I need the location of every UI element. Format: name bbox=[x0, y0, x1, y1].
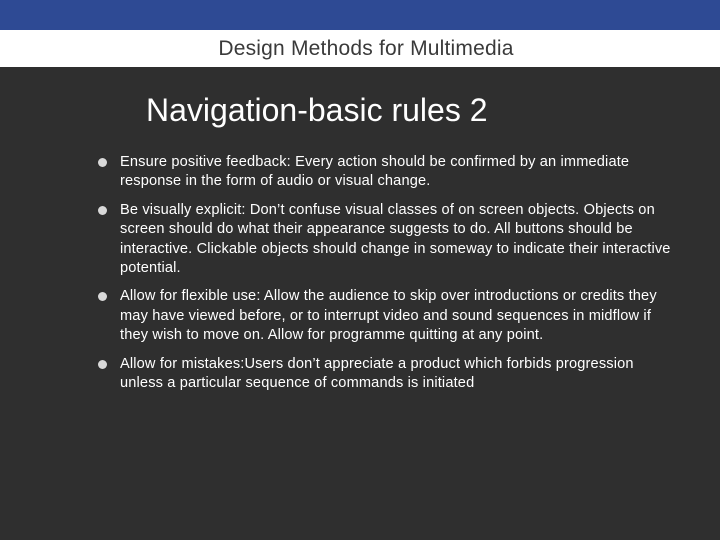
bullet-icon bbox=[98, 360, 107, 369]
top-color-band bbox=[0, 0, 720, 30]
bullet-text: Allow for mistakes:Users don’t appreciate a product which forbids progression unless a particular sequence of commands is initiated bbox=[120, 355, 634, 392]
bullet-icon bbox=[98, 206, 107, 215]
bullet-item bbox=[98, 201, 678, 279]
bullet-icon bbox=[98, 158, 107, 167]
bullet-text: Ensure positive feedback: Every action should be confirmed by an immediate response in the form of audio or visual change. bbox=[120, 154, 630, 190]
header-bar bbox=[0, 30, 720, 67]
bullet-item bbox=[98, 287, 678, 345]
header-title: Design Methods for Multimedia bbox=[218, 36, 514, 60]
bullet-list bbox=[98, 153, 678, 402]
bullet-item bbox=[98, 153, 678, 192]
slide-title: Navigation-basic rules 2 bbox=[146, 92, 488, 128]
bullet-icon bbox=[98, 292, 107, 301]
bullet-item bbox=[98, 355, 678, 394]
bullet-text: Be visually explicit: Don’t confuse visual classes of on screen objects. Objects on screen should do what their appearance suggests to do. All buttons should be interactive. Clickable objects should change in someway to indicate their interactive potential. bbox=[120, 201, 671, 277]
bullet-text: Allow for flexible use: Allow the audience to skip over introductions or credits they may have viewed before, or to interrupt video and sound sequences in midflow if they wish to move on. Allow for programme quitting at any point. bbox=[120, 288, 657, 344]
